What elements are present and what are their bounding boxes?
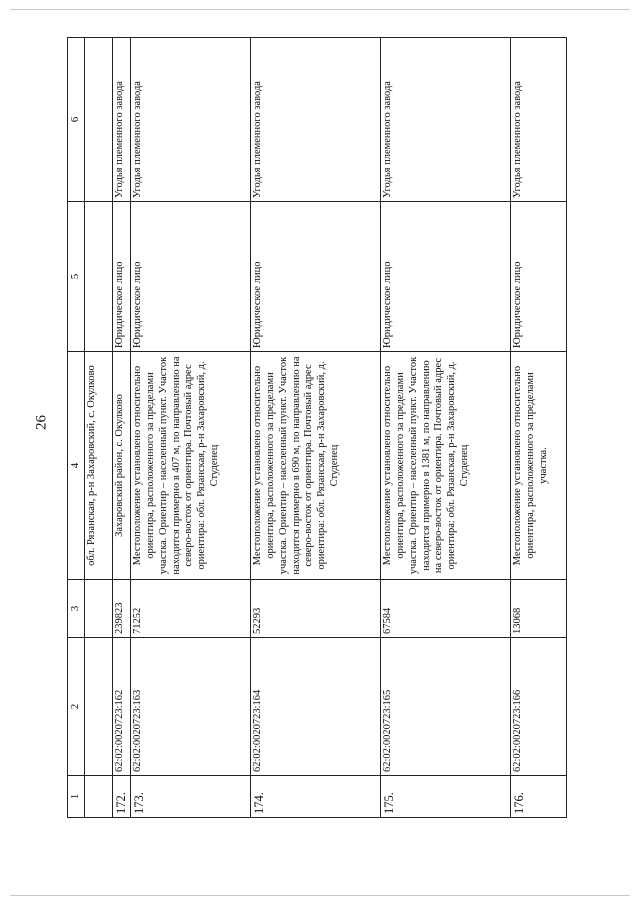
scan-edge-bottom xyxy=(10,895,630,896)
plot-location: Местоположение установлено относительно ориентира, расположенного за пределами участка. Ориентир – населенный пункт. Участок находится примерно в 1381 м, по направлению на северо-восток от ориентира. Почтовый адрес ориентира: обл. Рязанская, р-н Захаровский, д. Студенец xyxy=(381,352,511,580)
land-category: Угодья племенного завода xyxy=(251,38,381,202)
land-category: Угодья племенного завода xyxy=(113,38,131,202)
header-col-6: 6 xyxy=(68,38,85,202)
plot-area: 52293 xyxy=(251,580,381,638)
registry-table-area xyxy=(67,38,567,818)
table-row xyxy=(85,38,113,818)
table-row xyxy=(113,38,131,818)
row-number: 174. xyxy=(251,776,381,818)
owner-type: Юридическое лицо xyxy=(511,202,567,352)
table-header-row xyxy=(68,38,85,818)
table-row xyxy=(131,38,251,818)
table-row xyxy=(251,38,381,818)
cadastral-number: 62:02:0020723:162 xyxy=(113,638,131,776)
plot-area: 67584 xyxy=(381,580,511,638)
plot-area: 71252 xyxy=(131,580,251,638)
plot-location: Местоположение установлено относительно ориентира, расположенного за пределами участка. Ориентир – населенный пункт. Участок находится примерно в 690 м, по направлению на северо-восток от ориентира. Почтовый адрес ориентира: обл. Рязанская, р-н Захаровский, д. Студенец xyxy=(251,352,381,580)
cadastral-number: 62:02:0020723:164 xyxy=(251,638,381,776)
owner-type: Юридическое лицо xyxy=(113,202,131,352)
header-col-2: 2 xyxy=(68,638,85,776)
owner-type: Юридическое лицо xyxy=(381,202,511,352)
row-number xyxy=(85,776,113,818)
scan-edge-top xyxy=(10,9,630,10)
plot-location: Местоположение установлено относительно ориентира, расположенного за пределами участка. Ориентир – населенный пункт. Участок находится примерно в 407 м, по направлению на северо-восток от ориентира. Почтовый адрес ориентира: обл. Рязанская, р-н Захаровский, д. Студенец xyxy=(131,352,251,580)
rotated-page-content xyxy=(67,38,567,818)
header-col-5: 5 xyxy=(68,202,85,352)
plot-location: Местоположение установлено относительно ориентира, расположенного за пределами участка. xyxy=(511,352,567,580)
cadastral-number: 62:02:0020723:166 xyxy=(511,638,567,776)
table-row xyxy=(381,38,511,818)
owner-type: Юридическое лицо xyxy=(131,202,251,352)
page-number: 26 xyxy=(33,415,50,430)
land-category: Угодья племенного завода xyxy=(381,38,511,202)
plot-area: 239823 xyxy=(113,580,131,638)
row-number: 175. xyxy=(381,776,511,818)
cadastral-number xyxy=(85,638,113,776)
row-number: 172. xyxy=(113,776,131,818)
cadastral-number: 62:02:0020723:163 xyxy=(131,638,251,776)
owner-type xyxy=(85,202,113,352)
land-category: Угодья племенного завода xyxy=(511,38,567,202)
plot-area: 13068 xyxy=(511,580,567,638)
row-number: 173. xyxy=(131,776,251,818)
header-col-4: 4 xyxy=(68,352,85,580)
row-number: 176. xyxy=(511,776,567,818)
plot-location: Захаровский район, с. Окулково xyxy=(113,352,131,580)
land-category xyxy=(85,38,113,202)
plot-area xyxy=(85,580,113,638)
cadastral-number: 62:02:0020723:165 xyxy=(381,638,511,776)
table-row xyxy=(511,38,567,818)
land-plots-table xyxy=(67,37,567,818)
plot-location: обл. Рязанская, р-н Захаровский, с. Окулково xyxy=(85,352,113,580)
header-col-3: 3 xyxy=(68,580,85,638)
owner-type: Юридическое лицо xyxy=(251,202,381,352)
land-category: Угодья племенного завода xyxy=(131,38,251,202)
header-col-1: 1 xyxy=(68,776,85,818)
